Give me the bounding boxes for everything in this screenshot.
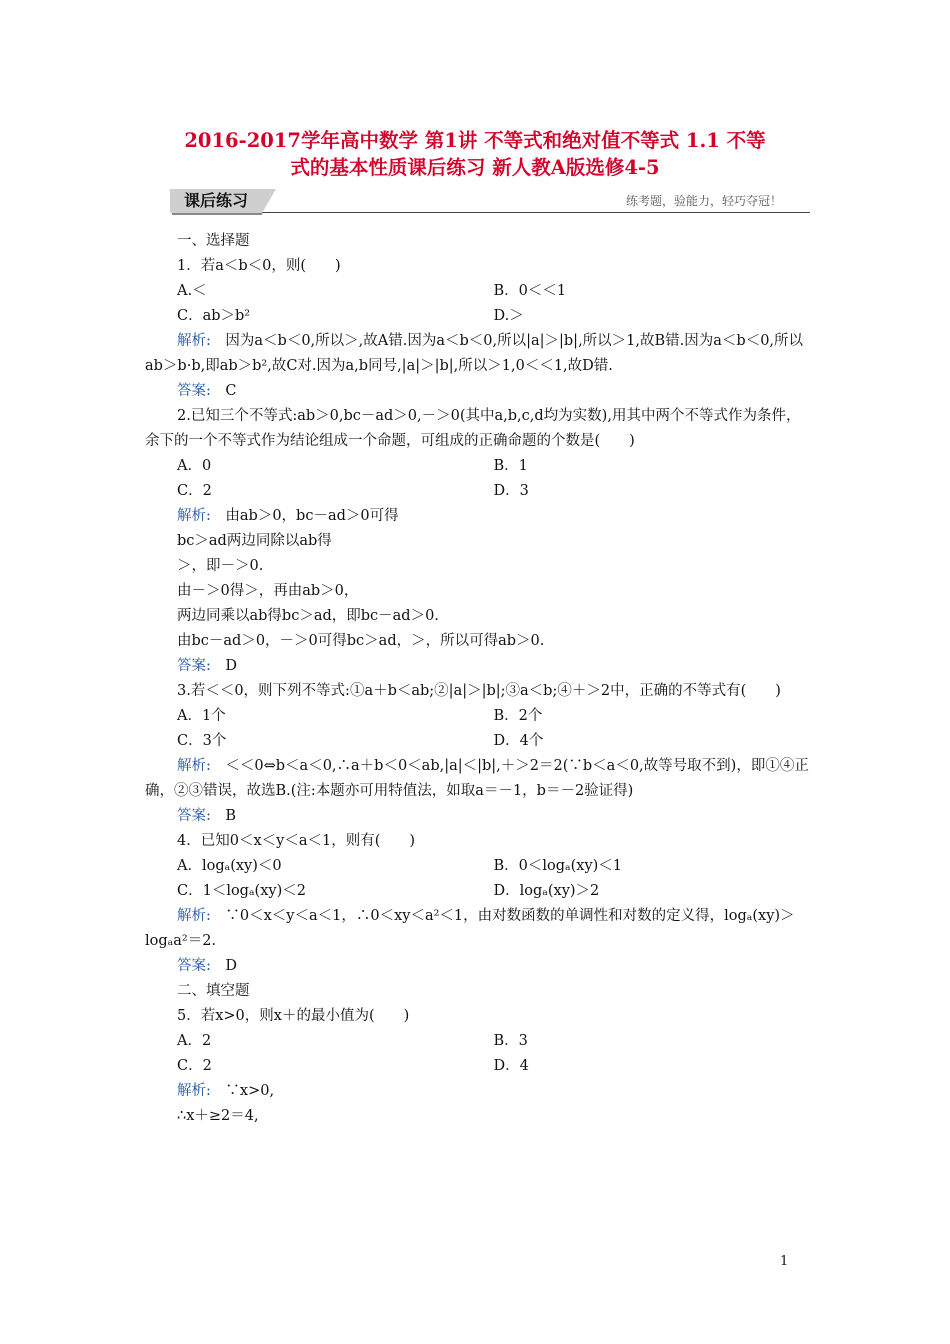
- q4-option-b: B．0＜logₐ(xy)＜1: [493, 858, 623, 874]
- analysis-label: 解析:: [177, 908, 211, 924]
- q2-options-row-1: [145, 454, 810, 479]
- q1-options-row-1: [145, 279, 810, 304]
- page-number: 1: [780, 1254, 789, 1269]
- q2-answer-text: D: [210, 658, 238, 674]
- q5-stem: 5．若x>0，则x＋的最小值为( ): [177, 1008, 410, 1024]
- q4-options-row-2: [145, 879, 810, 904]
- q1-option-b: B．0＜＜1: [493, 283, 567, 299]
- q3-option-a: A．1个: [177, 708, 226, 724]
- q2-analysis-line: 由－＞0得＞，再由ab＞0，: [177, 583, 359, 599]
- q4-analysis-text: ∵0＜x＜y＜a＜1，∴0＜xy＜a²＜1，由对数函数的单调性和对数的定义得，logₐ(xy)＞logₐa²＝2.: [145, 908, 795, 949]
- section-heading-fill: 二、填空题: [177, 983, 250, 999]
- title-line-2: 式的基本性质课后练习 新人教A版选修4-5: [290, 156, 660, 179]
- q3-option-c: C．3个: [177, 733, 227, 749]
- q2-answer: [145, 654, 810, 679]
- q5-analysis: [145, 1079, 810, 1104]
- q4-stem: 4．已知0＜x＜y＜a＜1，则有( ): [177, 833, 416, 849]
- answer-label: 答案:: [177, 658, 211, 674]
- q4-answer: [145, 954, 810, 979]
- q3-answer: [145, 804, 810, 829]
- q5-analysis-line: ∴x＋≥2＝4,: [177, 1108, 259, 1124]
- banner-tab: 课后练习: [170, 189, 262, 213]
- q3-options-row-2: [145, 729, 810, 754]
- analysis-label: 解析:: [177, 1083, 211, 1099]
- q2-analysis-line: bc＞ad两边同除以ab得: [177, 533, 332, 549]
- q2-option-a: A．0: [177, 458, 212, 474]
- section-heading-choice: 一、选择题: [177, 233, 250, 249]
- q2-analysis-text: 由ab＞0，bc－ad＞0可得: [210, 508, 399, 524]
- q1-analysis-text: 因为a＜b＜0,所以＞,故A错.因为a＜b＜0,所以|a|＞|b|,所以＞1,故B错.因为a＜b＜0,所以ab＞b·b,即ab＞b²,故C对.因为a,b同号,|a|＞|b|,所以＞1,0＜＜1,故D错.: [145, 333, 804, 374]
- answer-label: 答案:: [177, 808, 211, 824]
- q3-analysis: [145, 754, 810, 804]
- q1-stem: 1．若a＜b＜0，则( ): [177, 258, 341, 274]
- q2-analysis-line: 两边同乘以ab得bc＞ad，即bc－ad＞0.: [177, 608, 439, 624]
- q2-stem: 2.已知三个不等式:ab＞0,bc－ad＞0,－＞0(其中a,b,c,d均为实数),用其中两个不等式作为条件，余下的一个不等式作为结论组成一个命题，可组成的正确命题的个数是( ): [145, 408, 801, 449]
- q2-analysis-line: 由bc－ad＞0，－＞0可得bc＞ad，＞，所以可得ab＞0.: [177, 633, 545, 649]
- banner-tab-shadow: [172, 213, 262, 215]
- q3-stem: 3.若＜＜0，则下列不等式:①a＋b＜ab;②|a|＞|b|;③a＜b;④＋＞2中，正确的不等式有( ): [177, 683, 781, 699]
- q5-option-d: D．4: [493, 1058, 529, 1074]
- q2-analysis: [145, 504, 810, 529]
- exercise-banner: [170, 189, 810, 215]
- q4-option-d: D．logₐ(xy)＞2: [493, 883, 600, 899]
- q1-options-row-2: [145, 304, 810, 329]
- q1-answer: [145, 379, 810, 404]
- q5-option-c: C．2: [177, 1058, 212, 1074]
- q1-option-a: A.＜: [177, 283, 207, 299]
- q1-answer-text: C: [210, 383, 237, 399]
- exercise-content: [145, 229, 810, 1129]
- q2-option-d: D．3: [493, 483, 529, 499]
- q1-option-d: D.＞: [493, 308, 524, 324]
- document-title: [120, 127, 830, 181]
- answer-label: 答案:: [177, 958, 211, 974]
- banner-tab-tail: [262, 189, 276, 213]
- q3-options-row-1: [145, 704, 810, 729]
- q4-option-a: A．logₐ(xy)＜0: [177, 858, 282, 874]
- answer-label: 答案:: [177, 383, 211, 399]
- q4-options-row-1: [145, 854, 810, 879]
- q3-analysis-text: ＜＜0⇔b＜a＜0,∴a＋b＜0＜ab,|a|＜|b|,＋＞2＝2(∵b＜a＜0,故等号取不到)，即①④正确，②③错误，故选B.(注:本题亦可用特值法，如取a＝－1，b＝－2验证得): [145, 758, 809, 799]
- title-line-1: 2016-2017学年高中数学 第1讲 不等式和绝对值不等式 1.1 不等: [184, 129, 766, 152]
- analysis-label: 解析:: [177, 333, 211, 349]
- q2-option-b: B．1: [493, 458, 528, 474]
- q5-options-row-1: [145, 1029, 810, 1054]
- banner-slogan: 练考题，验能力，轻巧夺冠！: [625, 194, 782, 208]
- q4-analysis: [145, 904, 810, 954]
- q4-answer-text: D: [210, 958, 238, 974]
- analysis-label: 解析:: [177, 508, 211, 524]
- q3-answer-text: B: [210, 808, 237, 824]
- q5-options-row-2: [145, 1054, 810, 1079]
- q3-option-b: B．2个: [493, 708, 543, 724]
- q5-option-a: A．2: [177, 1033, 212, 1049]
- q5-analysis-text: ∵x>0,: [210, 1083, 275, 1099]
- q2-option-c: C．2: [177, 483, 212, 499]
- q3-option-d: D．4个: [493, 733, 544, 749]
- q4-option-c: C．1＜logₐ(xy)＜2: [177, 883, 306, 899]
- q2-options-row-2: [145, 479, 810, 504]
- q2-analysis-line: ＞，即－＞0.: [177, 558, 264, 574]
- q1-analysis: [145, 329, 810, 379]
- q5-option-b: B．3: [493, 1033, 528, 1049]
- analysis-label: 解析:: [177, 758, 211, 774]
- q1-option-c: C．ab＞b²: [177, 308, 251, 324]
